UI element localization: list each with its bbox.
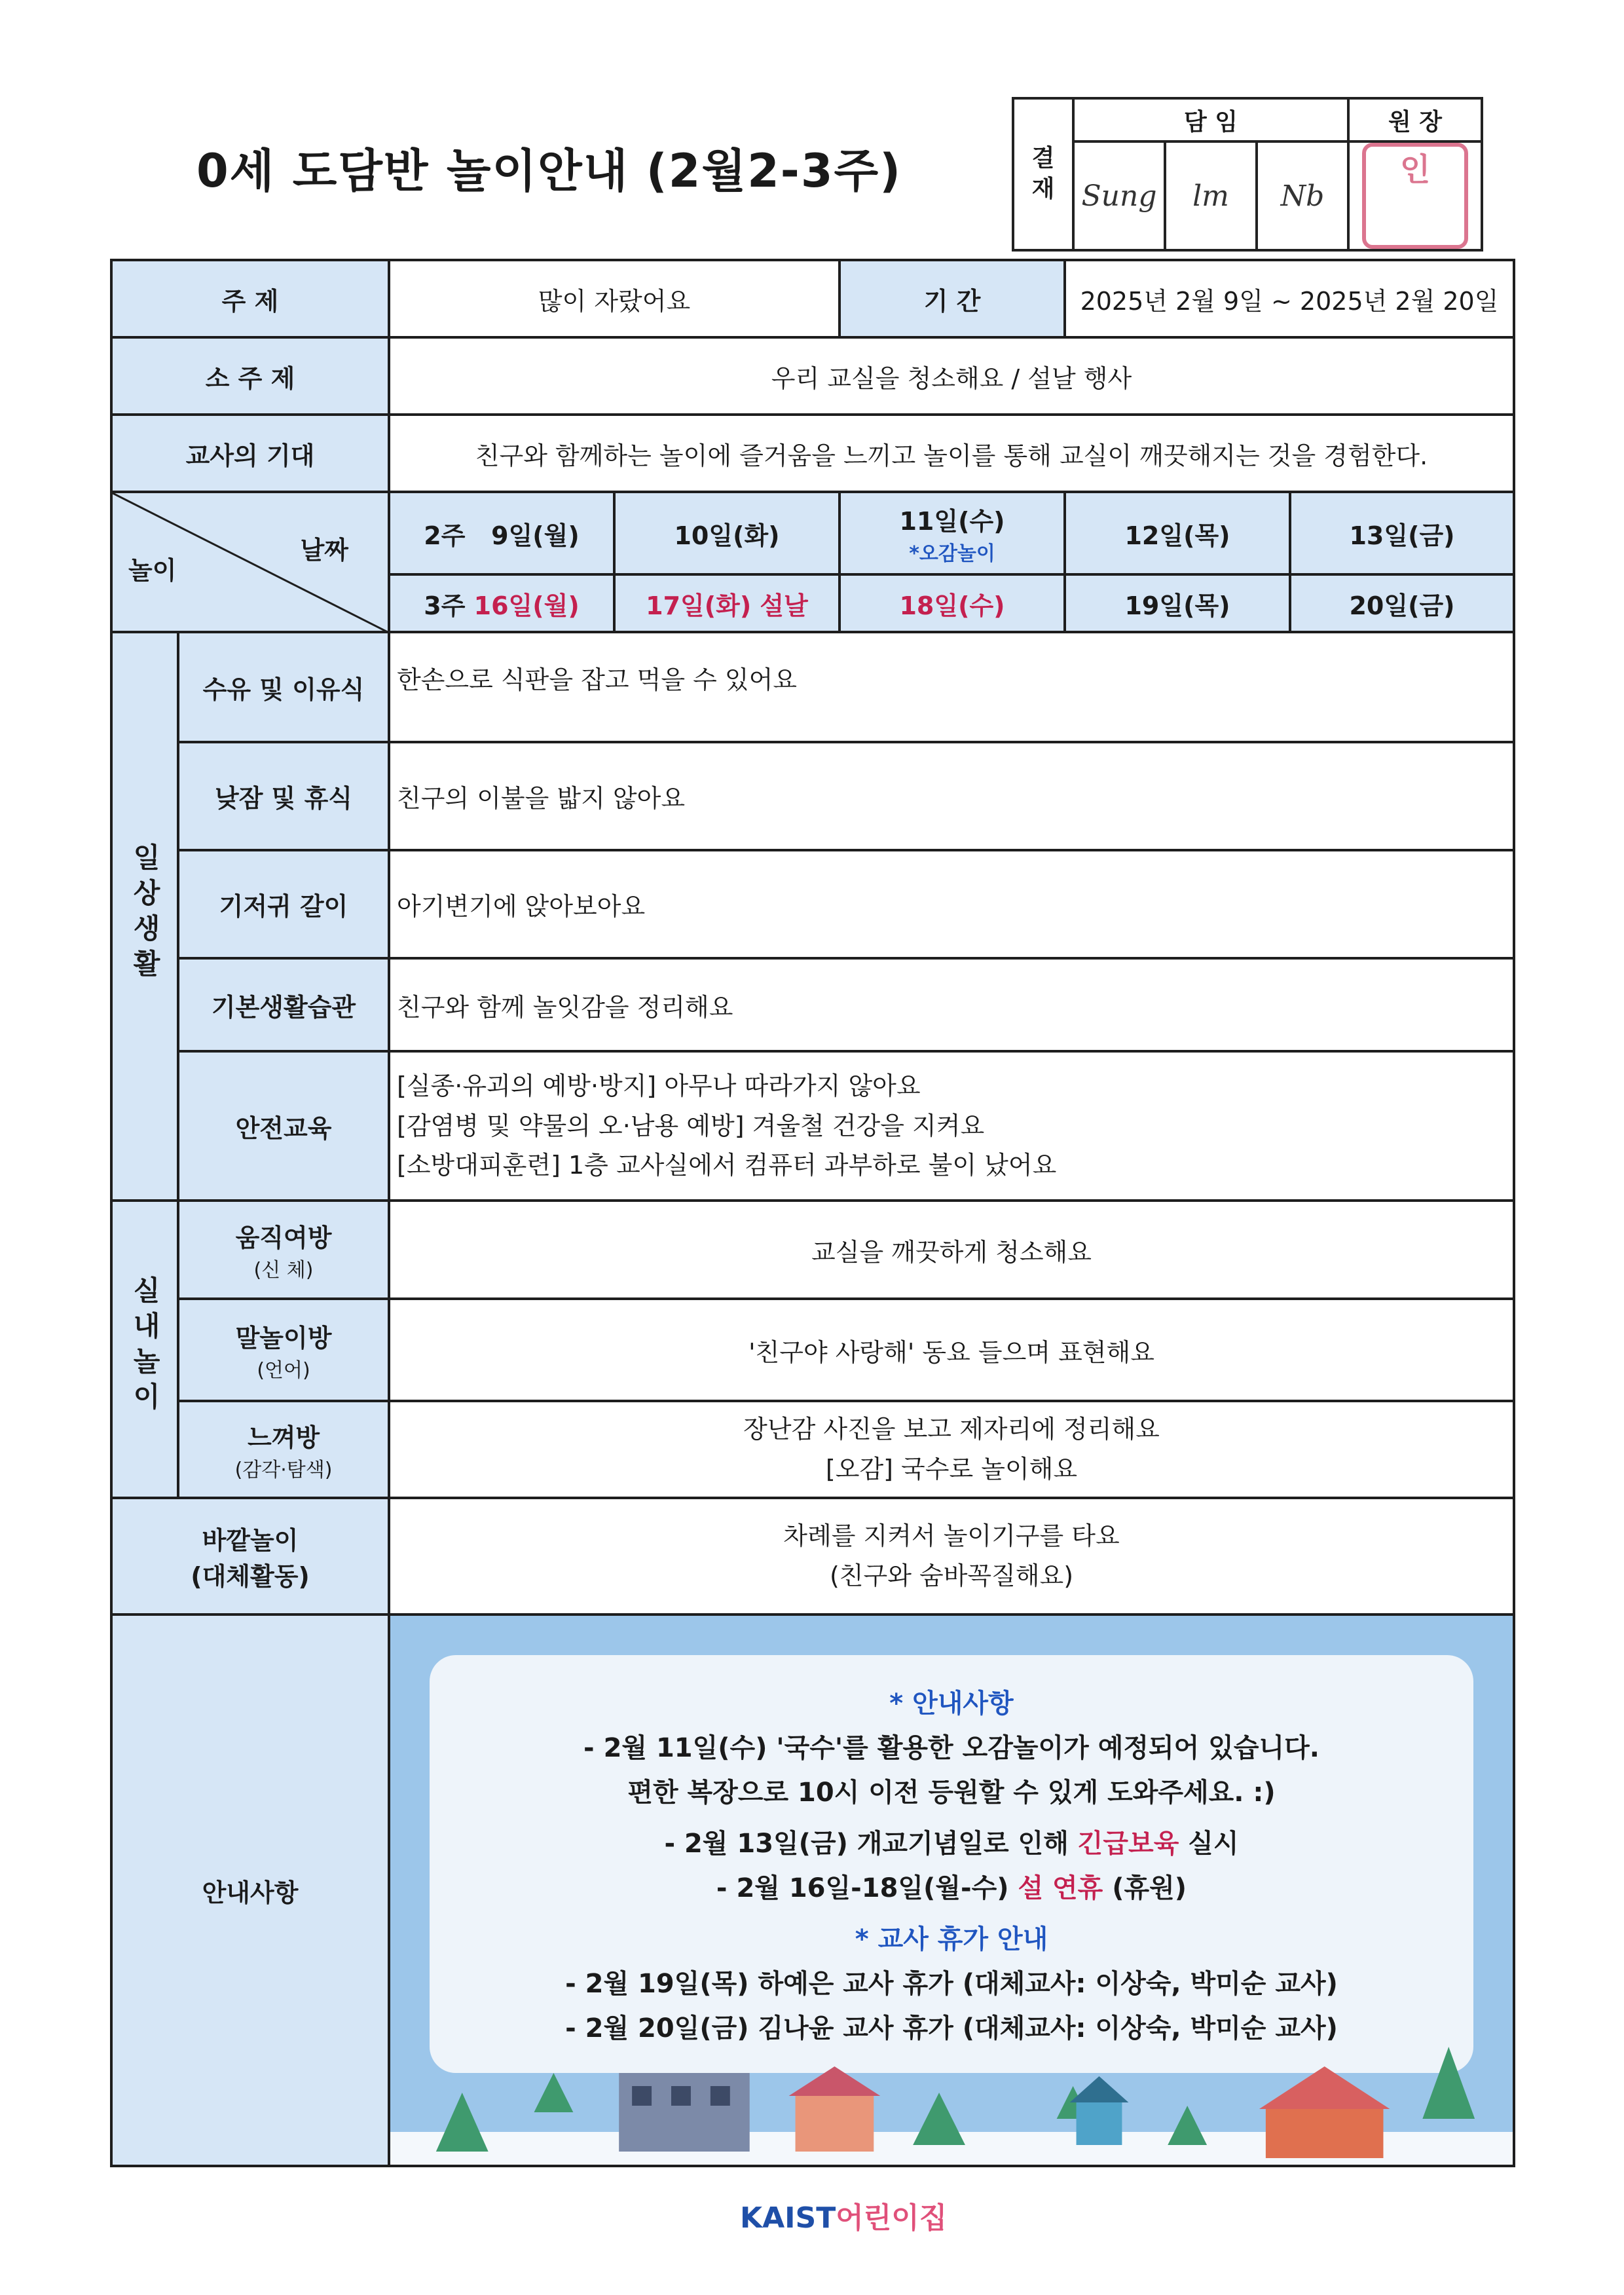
winter-village-illustration bbox=[390, 2021, 1513, 2165]
move-room-label: 움직여방 (신 체) bbox=[178, 1201, 389, 1299]
period-label: 기 간 bbox=[840, 260, 1065, 337]
safety-label: 안전교육 bbox=[178, 1051, 389, 1201]
sense-room-label: 느껴방 (감각·탐색) bbox=[178, 1401, 389, 1498]
outdoor-line-2: (친구와 숨바꼭질해요) bbox=[829, 1561, 1074, 1590]
outdoor-label: 바깥놀이 (대체활동) bbox=[111, 1498, 389, 1614]
sense-line-1: 장난감 사진을 보고 제자리에 정리해요 bbox=[743, 1415, 1160, 1444]
page-title: 0세 도담반 놀이안내 (2월2-3주) bbox=[196, 144, 902, 198]
sense-line-2: [오감] 국수로 놀이해요 bbox=[825, 1455, 1078, 1483]
notice-heading: * 안내사항 bbox=[889, 1689, 1014, 1719]
week3-day4: 19일(목) bbox=[1065, 574, 1290, 632]
outdoor-line-1: 차례를 지켜서 놀이기구를 타요 bbox=[783, 1521, 1120, 1551]
date-corner-label: 날짜 bbox=[300, 536, 348, 565]
theme-label: 주 제 bbox=[111, 260, 389, 337]
safety-value bbox=[389, 1051, 1514, 1201]
week3-day1: 3주 16일(월) bbox=[389, 574, 614, 632]
plan-table bbox=[110, 259, 1515, 2167]
sense-room-value bbox=[389, 1401, 1514, 1498]
director-stamp bbox=[1348, 141, 1482, 250]
speech-room-value: '친구야 사랑해' 동요 들으며 표현해요 bbox=[389, 1299, 1514, 1401]
signature-2: lm bbox=[1165, 141, 1257, 250]
theme-value: 많이 자랐어요 bbox=[389, 260, 840, 337]
notice-line-5: - 2월 19일(목) 하예은 교사 휴가 (대체교사: 이상숙, 박미순 교사) bbox=[565, 1969, 1338, 1999]
vacation-heading: * 교사 휴가 안내 bbox=[855, 1924, 1048, 1954]
subtheme-value: 우리 교실을 청소해요 / 설날 행사 bbox=[389, 337, 1514, 415]
week2-day4: 12일(목) bbox=[1065, 492, 1290, 574]
week2-day5: 13일(금) bbox=[1290, 492, 1514, 574]
notice-label: 안내사항 bbox=[111, 1614, 389, 2166]
week3-day5: 20일(금) bbox=[1290, 574, 1514, 632]
nap-value: 친구의 이불을 밟지 않아요 bbox=[389, 742, 1514, 850]
notice-line-2: 편한 복장으로 10시 이전 등원할 수 있게 도와주세요. :) bbox=[627, 1778, 1276, 1808]
habit-value: 친구와 함께 놀잇감을 정리해요 bbox=[389, 958, 1514, 1051]
subtheme-label: 소 주 제 bbox=[111, 337, 389, 415]
notice-line-6: - 2월 20일(금) 김나윤 교사 휴가 (대체교사: 이상숙, 박미순 교사) bbox=[565, 2013, 1338, 2043]
period-value: 2025년 2월 9일 ~ 2025년 2월 20일 bbox=[1065, 260, 1514, 337]
habit-label: 기본생활습관 bbox=[178, 958, 389, 1051]
approval-homeroom-header: 담 임 bbox=[1073, 98, 1348, 141]
expectation-label: 교사의 기대 bbox=[111, 415, 389, 492]
feeding-label: 수유 및 이유식 bbox=[178, 632, 389, 742]
signature-3: Nb bbox=[1257, 141, 1348, 250]
week3-day2: 17일(화) 설날 bbox=[614, 574, 840, 632]
expectation-value: 친구와 함께하는 놀이에 즐거움을 느끼고 놀이를 통해 교실이 깨끗해지는 것을 경험한다. bbox=[389, 415, 1514, 492]
seal-stamp: 인 bbox=[1362, 143, 1468, 249]
indoor-play-group: 실내놀이 bbox=[111, 1201, 178, 1498]
safety-line-2: [감염병 및 약물의 오·남용 예방] 겨울철 건강을 지켜요 bbox=[397, 1111, 985, 1140]
date-corner-cell bbox=[111, 492, 389, 632]
notice-line-3: - 2월 13일(금) 개교기념일로 인해 긴급보육 실시 bbox=[664, 1829, 1239, 1859]
nap-label: 낮잠 및 휴식 bbox=[178, 742, 389, 850]
speech-room-label: 말놀이방 (언어) bbox=[178, 1299, 389, 1401]
week2-day1: 2주 9일(월) bbox=[389, 492, 614, 574]
feeding-value: 한손으로 식판을 잡고 먹을 수 있어요 bbox=[389, 632, 1514, 742]
diaper-value: 아기변기에 앉아보아요 bbox=[389, 850, 1514, 958]
signature-1: Sung bbox=[1073, 141, 1165, 250]
approval-label: 결 재 bbox=[1013, 98, 1073, 250]
play-corner-label: 놀이 bbox=[128, 556, 177, 585]
diaper-label: 기저귀 갈이 bbox=[178, 850, 389, 958]
week2-day3: 11일(수) *오감놀이 bbox=[840, 492, 1065, 574]
safety-line-1: [실종·유괴의 예방·방지] 아무나 따라가지 않아요 bbox=[397, 1071, 921, 1100]
outdoor-value bbox=[389, 1498, 1514, 1614]
notice-line-1: - 2월 11일(수) '국수'를 활용한 오감놀이가 예정되어 있습니다. bbox=[583, 1733, 1320, 1763]
safety-line-3: [소방대피훈련] 1층 교사실에서 컴퓨터 과부하로 불이 났어요 bbox=[397, 1151, 1057, 1180]
kaist-daycare-logo: KAIST어린이집 bbox=[740, 2201, 948, 2235]
notice-line-4: - 2월 16일-18일(월-수) 설 연휴 (휴원) bbox=[716, 1873, 1187, 1903]
move-room-value: 교실을 깨끗하게 청소해요 bbox=[389, 1201, 1514, 1299]
approval-box bbox=[1012, 97, 1483, 252]
daily-life-group: 일상생활 bbox=[111, 632, 178, 1201]
week3-day3: 18일(수) bbox=[840, 574, 1065, 632]
notice-card bbox=[430, 1655, 1473, 2073]
approval-director-header: 원 장 bbox=[1348, 98, 1482, 141]
week2-day2: 10일(화) bbox=[614, 492, 840, 574]
sensory-play-note: *오감놀이 bbox=[909, 542, 995, 565]
notice-panel bbox=[389, 1614, 1514, 2166]
